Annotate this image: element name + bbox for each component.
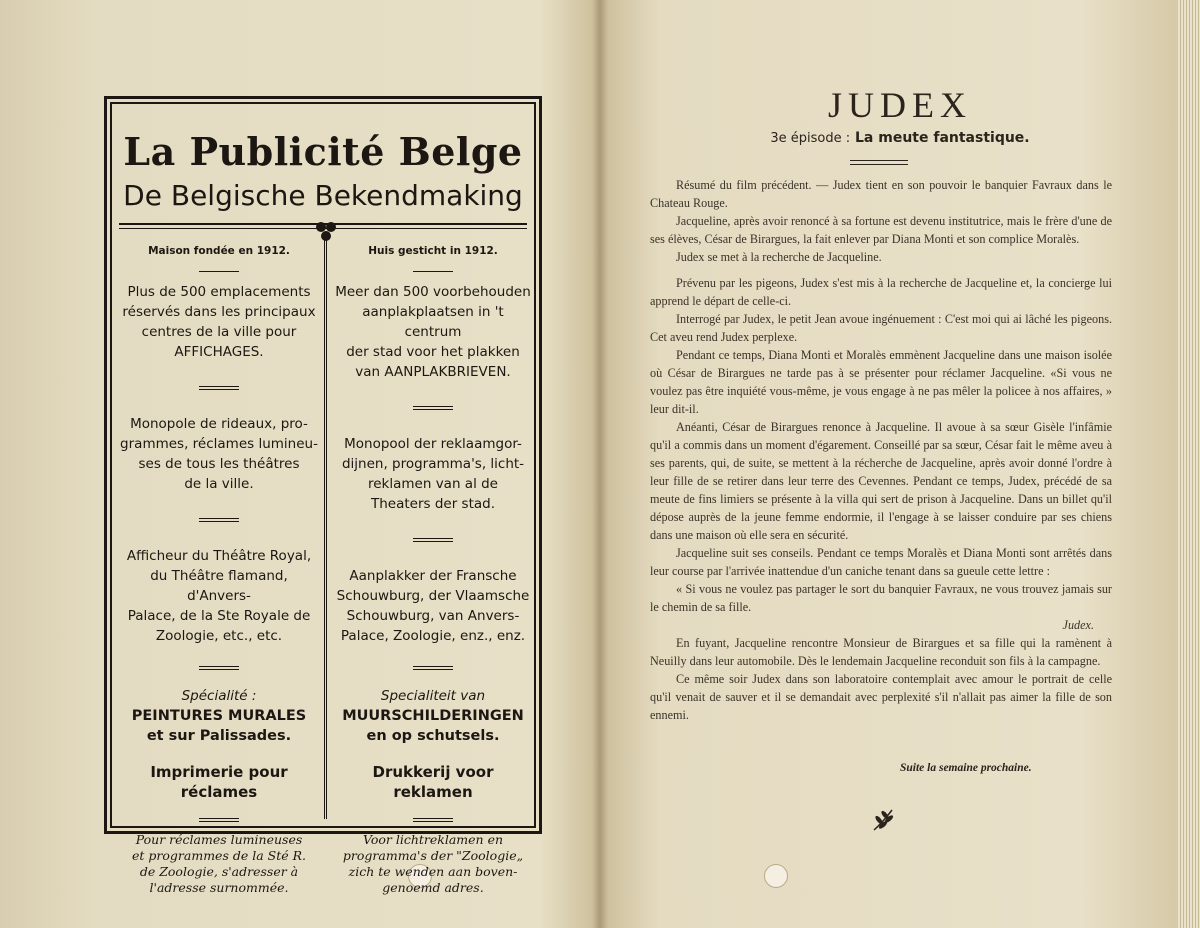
ad-subtitle: De Belgische Bekendmaking	[123, 179, 523, 212]
printing-text: Drukkerij voor reklamen	[372, 763, 494, 801]
divider	[199, 386, 239, 390]
ad-column-french	[119, 235, 319, 896]
printing-text: Imprimerie pour réclames	[150, 763, 288, 801]
paragraph: Résumé du film précédent. — Judex tient en son pouvoir le banquier Favraux dans le Chateau Rouge.	[650, 178, 1112, 210]
specialty-text: MUURSCHILDERINGEN en op schutsels.	[342, 708, 524, 744]
ad-footer: Voor lichtreklamen en programma's der "Zoologie„ zich te wenden aan boven- genoemd adres.	[342, 832, 524, 895]
founded-text: Maison fondée en 1912.	[148, 245, 290, 257]
divider	[413, 271, 453, 272]
episode-title: La meute fantastique.	[855, 130, 1030, 146]
ad-title: La Publicité Belge	[123, 129, 523, 174]
laurel-icon	[868, 804, 898, 834]
episode-number: 3e épisode :	[770, 131, 851, 146]
ad-block: Plus de 500 emplacements réservés dans les principaux centres de la ville pour AFFICHAGES.	[122, 284, 316, 360]
paragraph: Prévenu par les pigeons, Judex s'est mis à la recherche de Jacqueline et, la concierge lui apprend le départ de celle-ci.	[650, 276, 1112, 308]
paragraph: Jacqueline suit ses conseils. Pendant ce temps Moralès et Diana Monti sont arrêtés dans leur course par l'arrivée inattendue d'un caniche tenant dans sa gueule cette lettre :	[650, 546, 1112, 578]
divider	[199, 518, 239, 522]
divider	[199, 818, 239, 822]
ad-block: Monopool der reklaamgor- dijnen, programma's, licht- reklamen van al de Theaters der stad.	[341, 436, 525, 512]
ad-column-dutch	[333, 235, 533, 896]
ad-block: Afficheur du Théâtre Royal, du Théâtre flamand, d'Anvers- Palace, de la Ste Royale de Zoologie, etc., etc.	[126, 548, 312, 644]
paragraph: « Si vous ne voulez pas partager le sort du banquier Favraux, ne vous trouvez jamais sur le chemin de sa fille.	[650, 582, 1112, 614]
divider	[413, 538, 453, 542]
continued-note: Suite la semaine prochaine.	[900, 762, 1032, 774]
founded-text: Huis gesticht in 1912.	[368, 245, 498, 257]
episode-heading	[660, 130, 1140, 146]
specialty-label: Spécialité :	[181, 688, 257, 704]
page-edges	[1178, 0, 1200, 928]
story-title: JUDEX	[828, 85, 972, 125]
paragraph: Anéanti, César de Birargues renonce à Jacqueline. Il avoue à sa sœur Gisèle l'infâmie qu'il a commis dans un moment d'égarement. Conseillé par sa sœur, César fait le même aveu à ses parents, qui, de suite, se mettent à la récherche de Jacqueline, après avoir donné l'ordre à leur fille de se retirer dans leur terre des Cevennes. Pendant ce temps, Judex, précédé de sa meute de fins limiers se présente à la villa qui sert de prison à Jacqueline. Dans un billet qu'il dépose auprès de la jeune femme endormie, il l'engage à se laisser conduire par ses chiens dans une maison où elle sera en sécurité.	[650, 420, 1112, 542]
divider	[413, 406, 453, 410]
title-rule	[850, 160, 908, 165]
divider	[199, 666, 239, 670]
book-gutter	[592, 0, 608, 928]
divider	[413, 666, 453, 670]
divider	[199, 271, 239, 272]
letter-signature: Judex.	[1062, 618, 1094, 632]
specialty-label: Specialiteit van	[380, 688, 486, 704]
paragraph: Interrogé par Judex, le petit Jean avoue ingénuement : C'est moi qui ai lâché les pigeons. Cet aveu rend Judex perplexe.	[650, 312, 1112, 344]
punch-hole	[764, 864, 788, 888]
ad-block: Aanplakker der Fransche Schouwburg, der Vlaamsche Schouwburg, van Anvers- Palace, Zoologie, enz., enz.	[336, 568, 530, 644]
paragraph: Ce même soir Judex dans son laboratoire contemplait avec amour le portrait de celle qu'il venait de sauver et il se demandait avec perplexité s'il n'allait pas aimer la fille de son ennemi.	[650, 672, 1112, 722]
paragraph: En fuyant, Jacqueline rencontre Monsieur de Birargues et sa fille qui la ramènent à Neuilly dans leur automobile. Dès le lendemain Jacqueline reconduit son fils à la campagne.	[650, 636, 1112, 668]
paragraph: Judex se met à la recherche de Jacqueline.	[676, 250, 882, 264]
paragraph: Jacqueline, après avoir renoncé à sa fortune est devenu institutrice, mais le frère d'une de ses élèves, César de Birargues, la fait enlever par Diana Monti et son complice Moralès.	[650, 214, 1112, 246]
advertisement-box	[104, 96, 542, 895]
story-text	[650, 176, 1112, 724]
ad-block: Meer dan 500 voorbehouden aanplakplaatsen in 't centrum der stad voor het plakken van AANPLAKBRIEVEN.	[335, 284, 531, 380]
specialty-text: PEINTURES MURALES et sur Palissades.	[131, 708, 307, 744]
ad-column-divider	[324, 237, 327, 819]
divider	[413, 818, 453, 822]
ad-block: Monopole de rideaux, pro- grammes, réclames lumineu- ses de tous les théâtres de la ville.	[120, 416, 318, 492]
ad-footer: Pour réclames lumineuses et programmes de la Sté R. de Zoologie, s'adresser à l'adresse surnommée.	[132, 832, 306, 895]
paragraph: Pendant ce temps, Diana Monti et Moralès emmènent Jacqueline dans une maison isolée où César de Birargues ne tarde pas à se présenter pour réclamer Jacqueline. «Si vous ne voulez pas être inquiété vous-même, je vous engage à ne pas mêler la policee à nos affaires, » leur dit-il.	[650, 348, 1112, 416]
